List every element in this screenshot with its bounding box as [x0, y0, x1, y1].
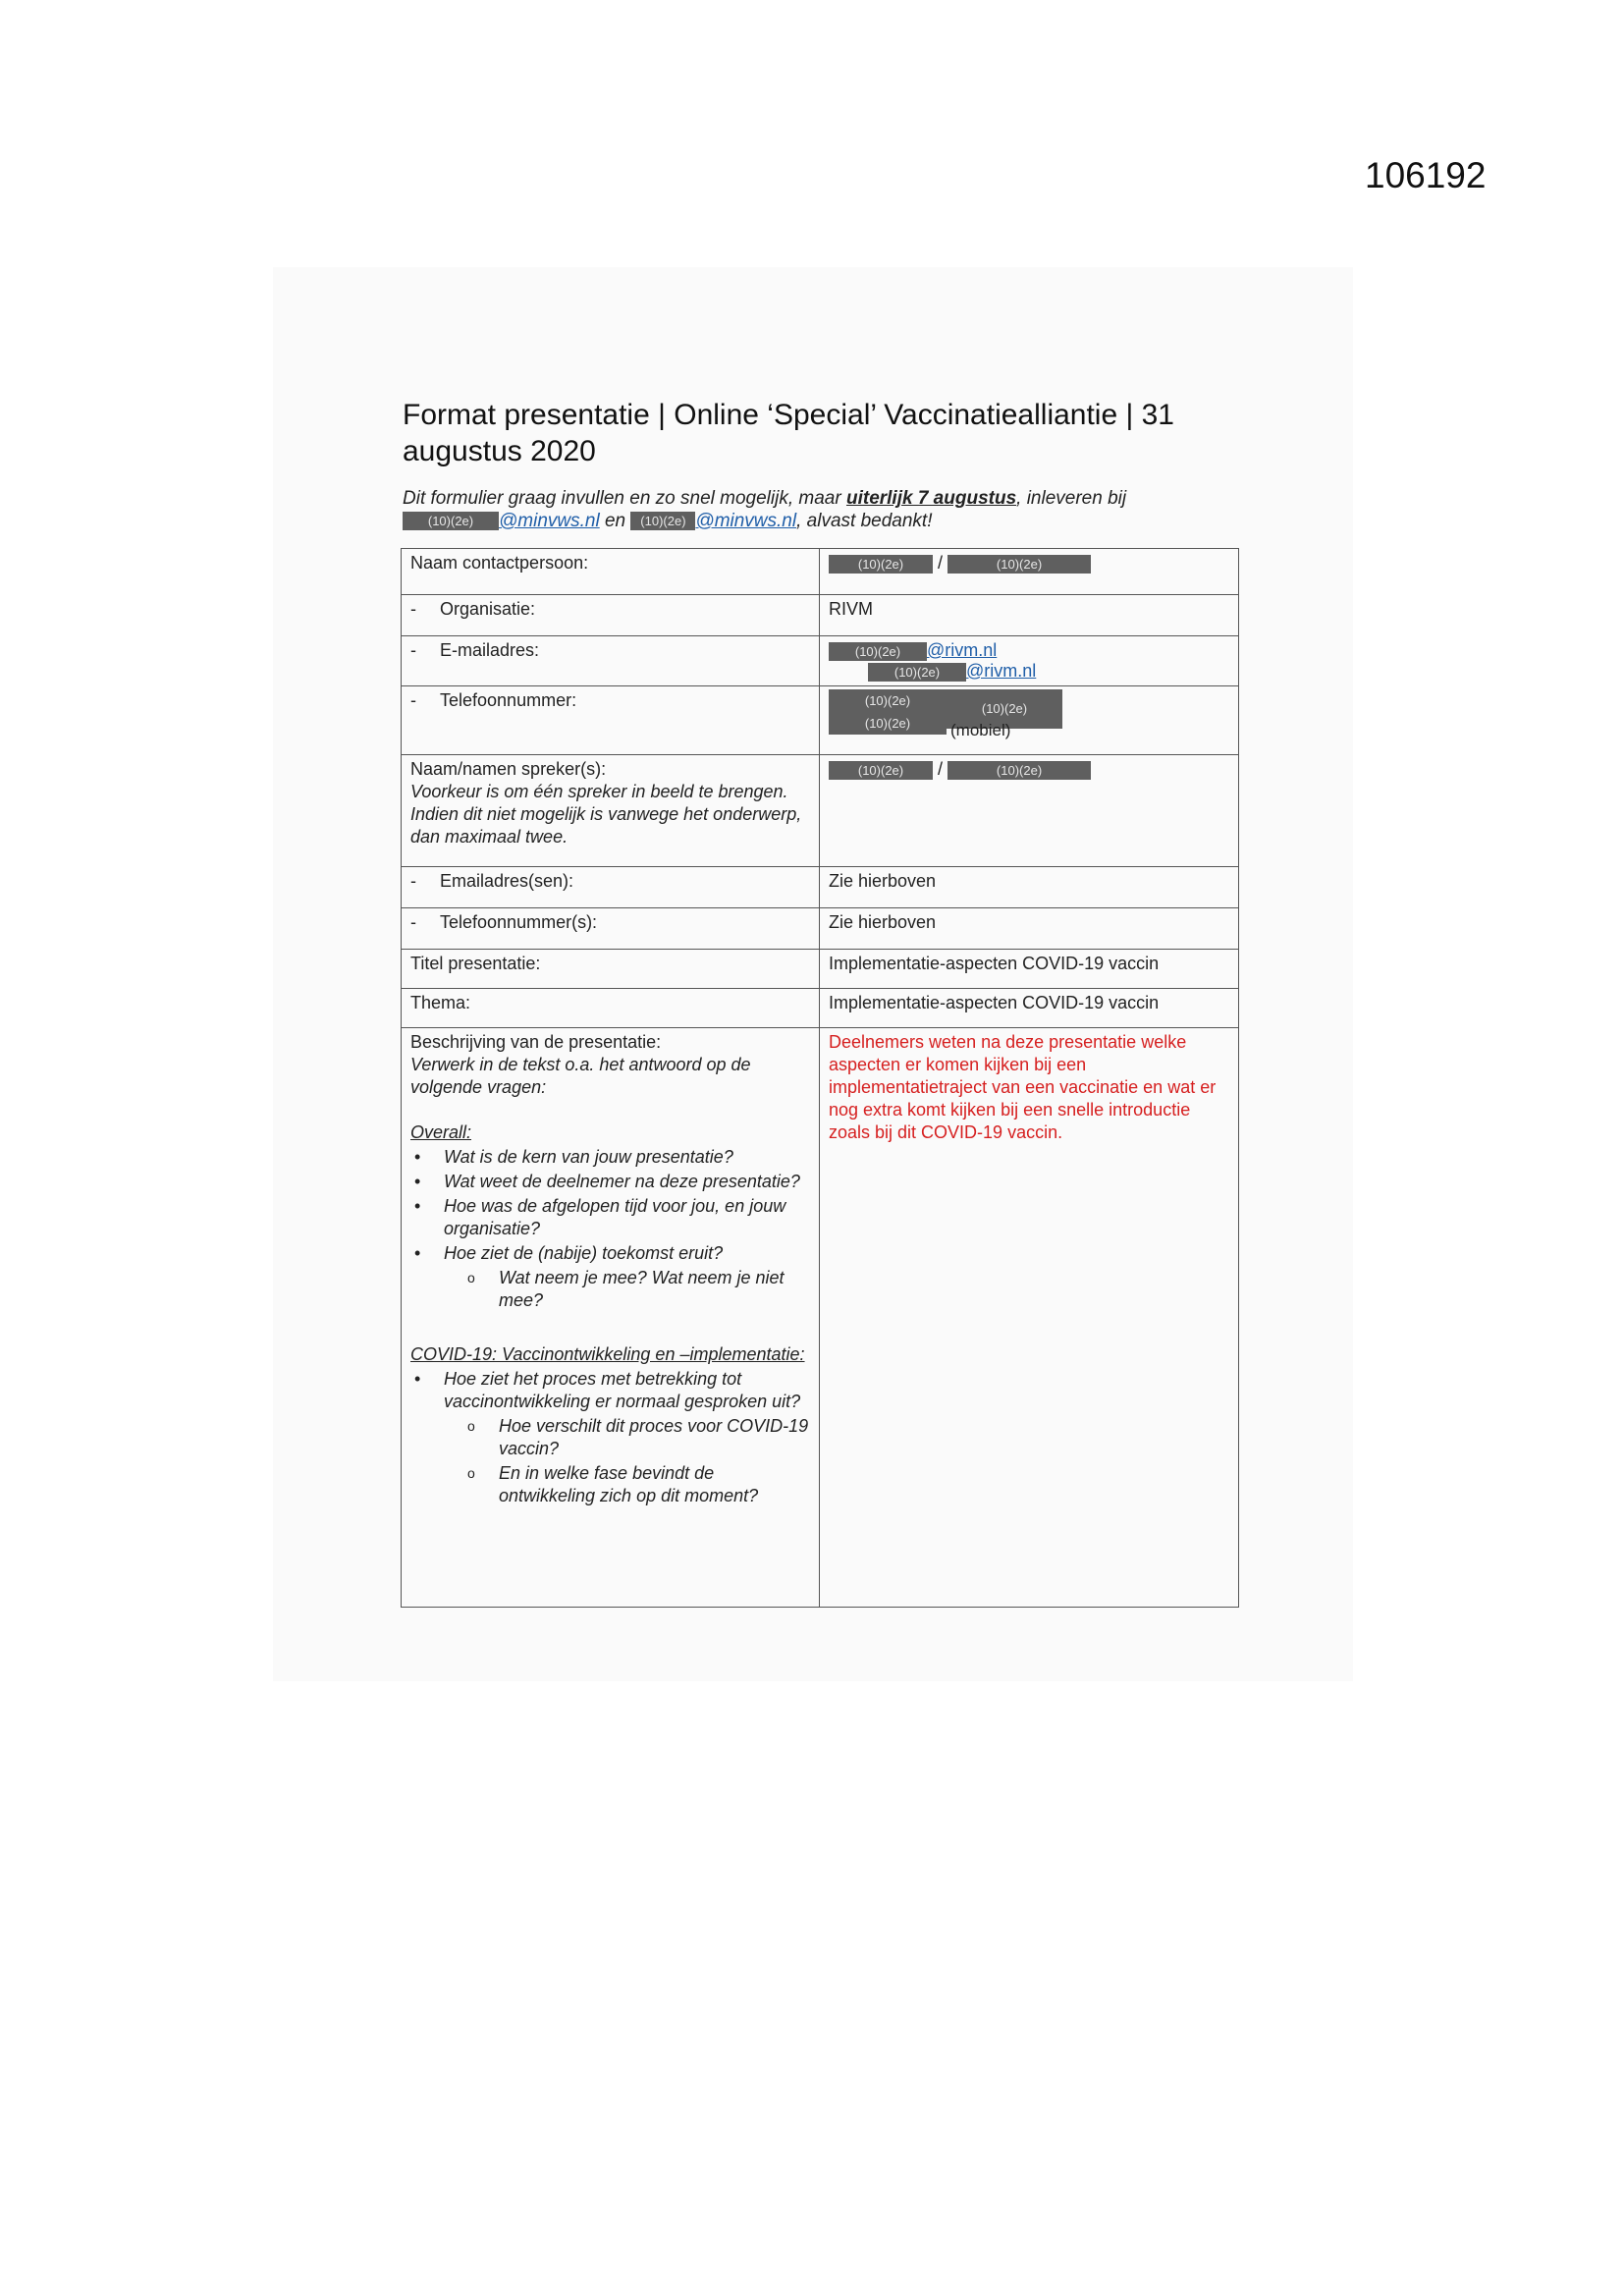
- overall-sub-list: [444, 1267, 810, 1312]
- covid-heading: COVID-19: Vaccinontwikkeling en –implementatie:: [410, 1344, 805, 1364]
- organisation-label-cell: - Organisatie:: [402, 595, 820, 636]
- speaker-emails-label-cell: - Emailadres(sen):: [402, 867, 820, 908]
- speaker-emails-label: Emailadres(sen):: [440, 871, 574, 891]
- speaker-phones-value: Zie hierboven: [820, 908, 1239, 950]
- list-item: • Wat weet de deelnemer na deze presentatie?: [434, 1171, 810, 1193]
- rivm-email-link-1[interactable]: @rivm.nl: [927, 640, 998, 660]
- phone-label-cell: - Telefoonnummer:: [402, 686, 820, 755]
- phone-mobile-label: (mobiel): [950, 721, 1011, 739]
- intro-text: [403, 487, 1267, 532]
- redaction-box: (10)(2e): [947, 761, 1091, 780]
- email-label: E-mailadres:: [440, 640, 540, 660]
- overall-heading: Overall:: [410, 1122, 472, 1142]
- description-cell: [402, 1028, 820, 1608]
- theme-label: Thema:: [402, 989, 820, 1028]
- organisation-label: Organisatie:: [440, 599, 536, 619]
- list-item: • Hoe ziet de (nabije) toekomst eruit? o Wat neem je mee? Wat neem je niet mee?: [434, 1242, 810, 1312]
- intro-text-1: Dit formulier graag invullen en zo snel mogelijk, maar: [403, 488, 846, 509]
- row-speaker-phones: [402, 908, 1239, 950]
- covid-sub-list: [444, 1415, 810, 1507]
- rivm-email-link-2[interactable]: @rivm.nl: [966, 661, 1037, 681]
- covid-question-list: [410, 1368, 810, 1507]
- redaction-box: (10)(2e): [947, 689, 1062, 729]
- document-number: 106192: [1365, 155, 1487, 195]
- speaker-phones-label-cell: - Telefoonnummer(s):: [402, 908, 820, 950]
- redaction-box: (10)(2e): [403, 512, 499, 530]
- description-instruction: Verwerk in de tekst o.a. het antwoord op de volgende vragen:: [410, 1055, 751, 1097]
- title-label: Titel presentatie:: [402, 950, 820, 989]
- row-contact: [402, 549, 1239, 595]
- title-value: Implementatie-aspecten COVID-19 vaccin: [820, 950, 1239, 989]
- phone-label: Telefoonnummer:: [440, 690, 577, 710]
- page-title: Format presentatie | Online ‘Special’ Vaccinatiealliantie | 31 augustus 2020: [403, 399, 1174, 467]
- intro-closing: , alvast bedankt!: [796, 511, 933, 531]
- email-value: [820, 636, 1239, 686]
- row-description: [402, 1028, 1239, 1608]
- intro-and: en: [604, 511, 626, 531]
- speaker-label: Naam/namen spreker(s):: [410, 759, 607, 779]
- contact-value: [820, 549, 1239, 595]
- redaction-box: (10)(2e): [829, 761, 933, 780]
- list-item: o Wat neem je mee? Wat neem je niet mee?: [489, 1267, 810, 1312]
- email-label-cell: - E-mailadres:: [402, 636, 820, 686]
- intro-deadline: uiterlijk 7 augustus: [845, 488, 1017, 509]
- list-item: o Hoe verschilt dit proces voor COVID-19 vaccin?: [489, 1415, 810, 1460]
- list-item: • Hoe ziet het proces met betrekking tot vaccinontwikkeling er normaal gesproken uit? o Hoe verschilt dit proces voor COVID-19 vaccin? o En in welke fase bevindt de ontwikkeling zich op dit moment?: [434, 1368, 810, 1507]
- list-item: • Hoe was de afgelopen tijd voor jou, en jouw organisatie?: [434, 1195, 810, 1240]
- slash: /: [938, 759, 944, 779]
- redaction-box: (10)(2e): [829, 555, 933, 574]
- redaction-box: (10)(2e): [868, 663, 966, 682]
- overall-question-list: [410, 1146, 810, 1312]
- redaction-box: (10)(2e): [947, 555, 1091, 574]
- phone-value: [820, 686, 1239, 755]
- slash: /: [938, 553, 944, 573]
- email-link-1[interactable]: @minvws.nl: [499, 511, 600, 531]
- organisation-value: RIVM: [820, 595, 1239, 636]
- list-item: o En in welke fase bevindt de ontwikkeling zich op dit moment?: [489, 1462, 810, 1507]
- contact-label: Naam contactpersoon:: [402, 549, 820, 595]
- row-email: [402, 636, 1239, 686]
- row-speaker: [402, 755, 1239, 867]
- row-speaker-emails: [402, 867, 1239, 908]
- redaction-box: (10)(2e): [829, 642, 927, 661]
- row-organisation: [402, 595, 1239, 636]
- row-phone: [402, 686, 1239, 755]
- redaction-box: (10)(2e) (10)(2e): [829, 689, 947, 735]
- row-theme: [402, 989, 1239, 1028]
- speaker-phones-label: Telefoonnummer(s):: [440, 912, 598, 932]
- speaker-value: [820, 755, 1239, 867]
- speaker-emails-value: Zie hierboven: [820, 867, 1239, 908]
- theme-value: Implementatie-aspecten COVID-19 vaccin: [820, 989, 1239, 1028]
- description-answer: Deelnemers weten na deze presentatie welke aspecten er komen kijken bij een implementatietraject van een vaccinatie en wat er nog extra komt kijken bij een snelle introductie zoals bij dit COVID-19 vaccin.: [820, 1028, 1239, 1608]
- email-link-2[interactable]: @minvws.nl: [695, 511, 797, 531]
- redaction-box: (10)(2e): [630, 512, 695, 530]
- description-label: Beschrijving van de presentatie:: [410, 1032, 662, 1052]
- intro-text-2: , inleveren bij: [1016, 488, 1127, 509]
- list-item: • Wat is de kern van jouw presentatie?: [434, 1146, 810, 1169]
- presentation-form-table: [401, 548, 1239, 1608]
- speaker-note: Voorkeur is om één spreker in beeld te brengen. Indien dit niet mogelijk is vanwege het onderwerp, dan maximaal twee.: [410, 782, 802, 847]
- speaker-label-cell: [402, 755, 820, 867]
- row-title: [402, 950, 1239, 989]
